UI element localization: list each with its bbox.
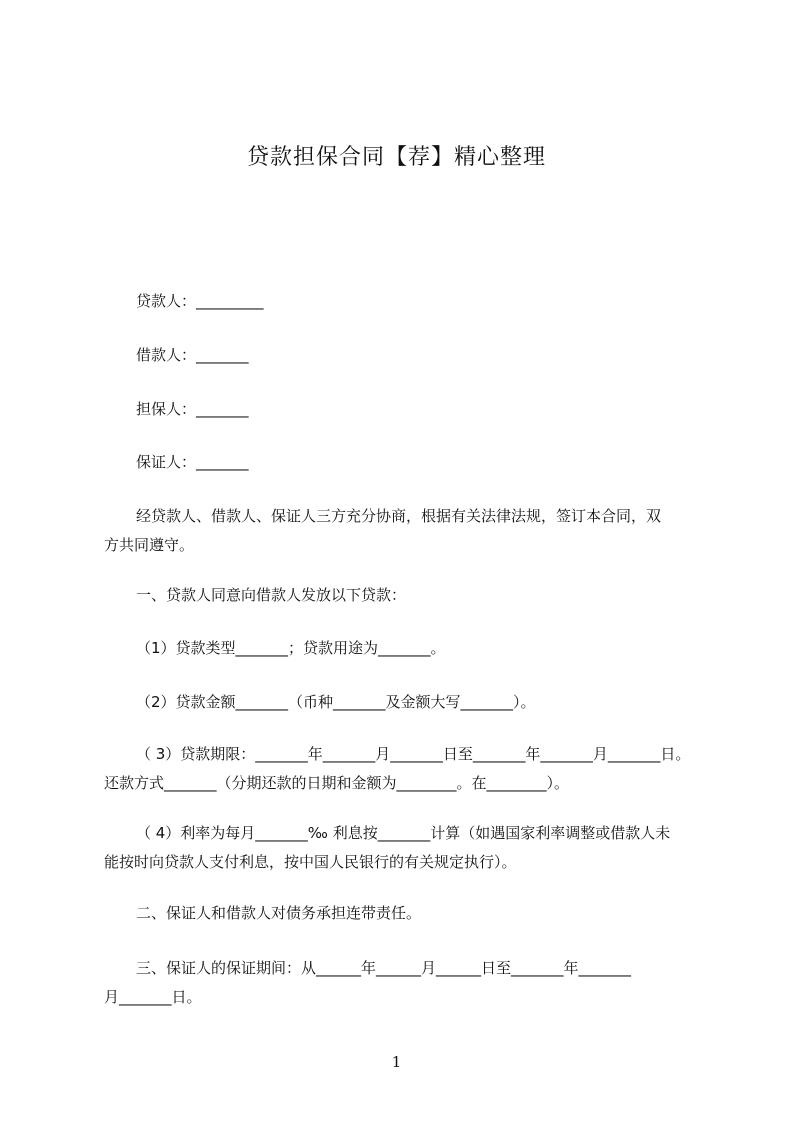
section3-line2: 月_______日。 (104, 988, 202, 1006)
party-surety: 保证人：_______ (136, 453, 249, 471)
section1-item3-line1: （ 3）贷款期限：_______年_______月_______日至_______年_______月_______日。 (136, 745, 691, 763)
section1-item4-line2: 能按时向贷款人支付利息，按中国人民银行的有关规定执行）。 (104, 853, 517, 871)
party-borrower: 借款人：_______ (136, 346, 249, 364)
page-number: 1 (391, 1053, 402, 1071)
party-lender: 贷款人：_________ (136, 292, 264, 310)
section2-heading: 二、保证人和借款人对债务承担连带责任。 (136, 904, 422, 922)
section1-item1: （1）贷款类型_______；贷款用途为_______。 (136, 639, 446, 657)
section1-item4-line1: （ 4）利率为每月_______‰ 利息按_______计算（如遇国家利率调整或借款人未 (136, 824, 671, 842)
intro-line-1: 经贷款人、借款人、保证人三方充分协商，根据有关法律法规，签订本合同，双 (136, 507, 662, 525)
section1-item3-line2: 还款方式_______（分期还款的日期和金额为________。在________）。 (104, 774, 570, 792)
intro-line-2: 方共同遵守。 (104, 536, 195, 554)
party-guarantor: 担保人：_______ (136, 400, 249, 418)
section1-item2: （2）贷款金额_______（币种_______及金额大写_______）。 (136, 693, 536, 711)
section3-line1: 三、保证人的保证期间：从______年______月______日至_______年_______ (136, 959, 632, 977)
document-title: 贷款担保合同【荐】精心整理 (246, 145, 546, 170)
section1-heading: 一、贷款人同意向借款人发放以下贷款： (136, 586, 407, 604)
